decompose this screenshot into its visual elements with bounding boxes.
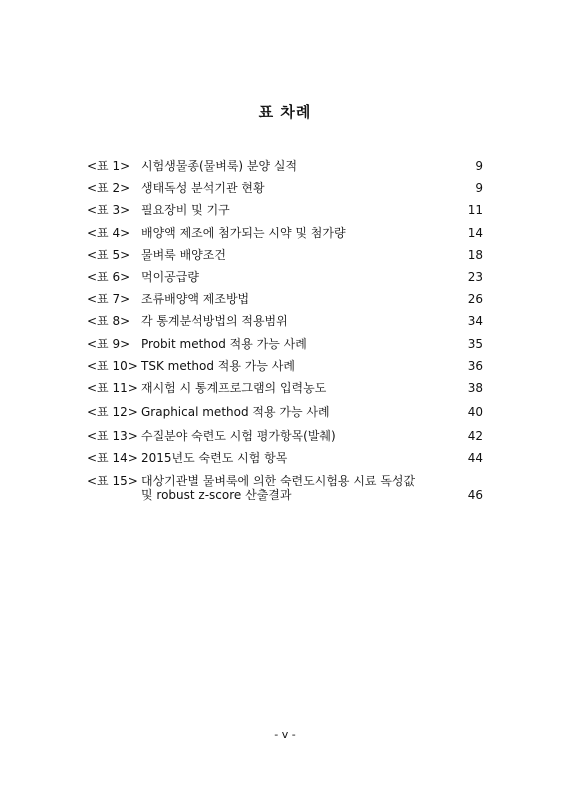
toc-entry-page: 40 [467,405,483,420]
toc-entry-title-line2: 및 robust z-score 산출결과 [141,487,292,502]
toc-entry-title: 생태독성 분석기관 현황 [141,181,265,196]
toc-entry [87,405,483,427]
toc-entry-title: 수질분야 숙련도 시험 평가항목(발췌) [141,429,336,444]
toc-entry-page: 14 [467,225,483,240]
toc-entry [87,226,483,248]
toc-entry-title: 물벼룩 배양조건 [141,247,226,262]
toc-entry-title: 배양액 제조에 첨가되는 시약 및 첨가량 [141,225,346,240]
toc-entry-label: <표 6> [87,269,131,284]
toc-entry-title [141,474,415,502]
toc-entry-label: <표 12> [87,405,138,420]
toc-entry-title: 필요장비 및 기구 [141,203,230,218]
toc-entry-label: <표 13> [87,429,138,444]
toc-entry-title: Graphical method 적용 가능 사례 [141,405,330,420]
toc-entry-page: 42 [467,429,483,444]
toc-entry-label: <표 9> [87,336,131,351]
toc-entry-title: Probit method 적용 가능 사례 [141,336,307,351]
toc-entry-page: 46 [467,487,483,502]
toc-entry-label: <표 3> [87,203,131,218]
toc-entry-title: 조류배양액 제조방법 [141,292,250,307]
toc-entry [87,474,483,520]
toc-entry-label: <표 1> [87,159,131,173]
toc-entry [87,337,483,359]
toc-entry-title: 먹이공급량 [141,269,199,284]
toc-entry-label: <표 15> [87,473,138,488]
toc-entry-label: <표 8> [87,314,131,329]
toc-entry-page: 35 [467,336,483,351]
toc-entry-title: 2015년도 숙련도 시험 항목 [141,451,288,466]
toc-entry-label: <표 5> [87,247,131,262]
toc-entry-title: 시험생물종(물벼룩) 분양 실적 [141,159,298,173]
toc-entry [87,451,483,473]
toc-entry [87,359,483,381]
toc-entry-label: <표 14> [87,451,138,466]
toc-entry [87,292,483,314]
toc-entry-title: 각 통계분석방법의 적용범위 [141,314,288,329]
toc-entry-label: <표 2> [87,181,131,196]
toc-entry-label: <표 7> [87,292,131,307]
toc-entry-page: 44 [467,451,483,466]
toc-entry-title-line1: 대상기관별 물벼룩에 의한 숙련도시험용 시료 독성값 [141,473,416,488]
toc-entry [87,270,483,292]
toc-entry-page: 38 [467,380,483,395]
toc-entry-label: <표 11> [87,380,138,395]
toc-entry-page: 11 [467,203,483,218]
toc-entry-title: 재시험 시 통계프로그램의 입력농도 [141,380,327,395]
toc-entry [87,314,483,336]
toc-entry-page: 36 [467,358,483,373]
toc-entry [87,381,483,403]
table-of-contents [87,159,483,520]
toc-entry [87,429,483,451]
toc-entry-label: <표 4> [87,225,131,240]
toc-entry-page: 18 [467,247,483,262]
toc-entry-page: 9 [475,181,483,196]
toc-entry-label: <표 10> [87,358,138,373]
toc-entry-page: 9 [475,159,483,173]
toc-entry [87,159,483,181]
page-number-footer: - v - [274,728,296,741]
toc-entry-page: 34 [467,314,483,329]
toc-entry-page: 23 [467,269,483,284]
toc-entry [87,248,483,270]
toc-entry-title: TSK method 적용 가능 사례 [141,358,295,373]
toc-entry [87,203,483,225]
toc-entry [87,181,483,203]
page-title: 표 차례 [258,103,312,121]
toc-entry-page: 26 [467,292,483,307]
